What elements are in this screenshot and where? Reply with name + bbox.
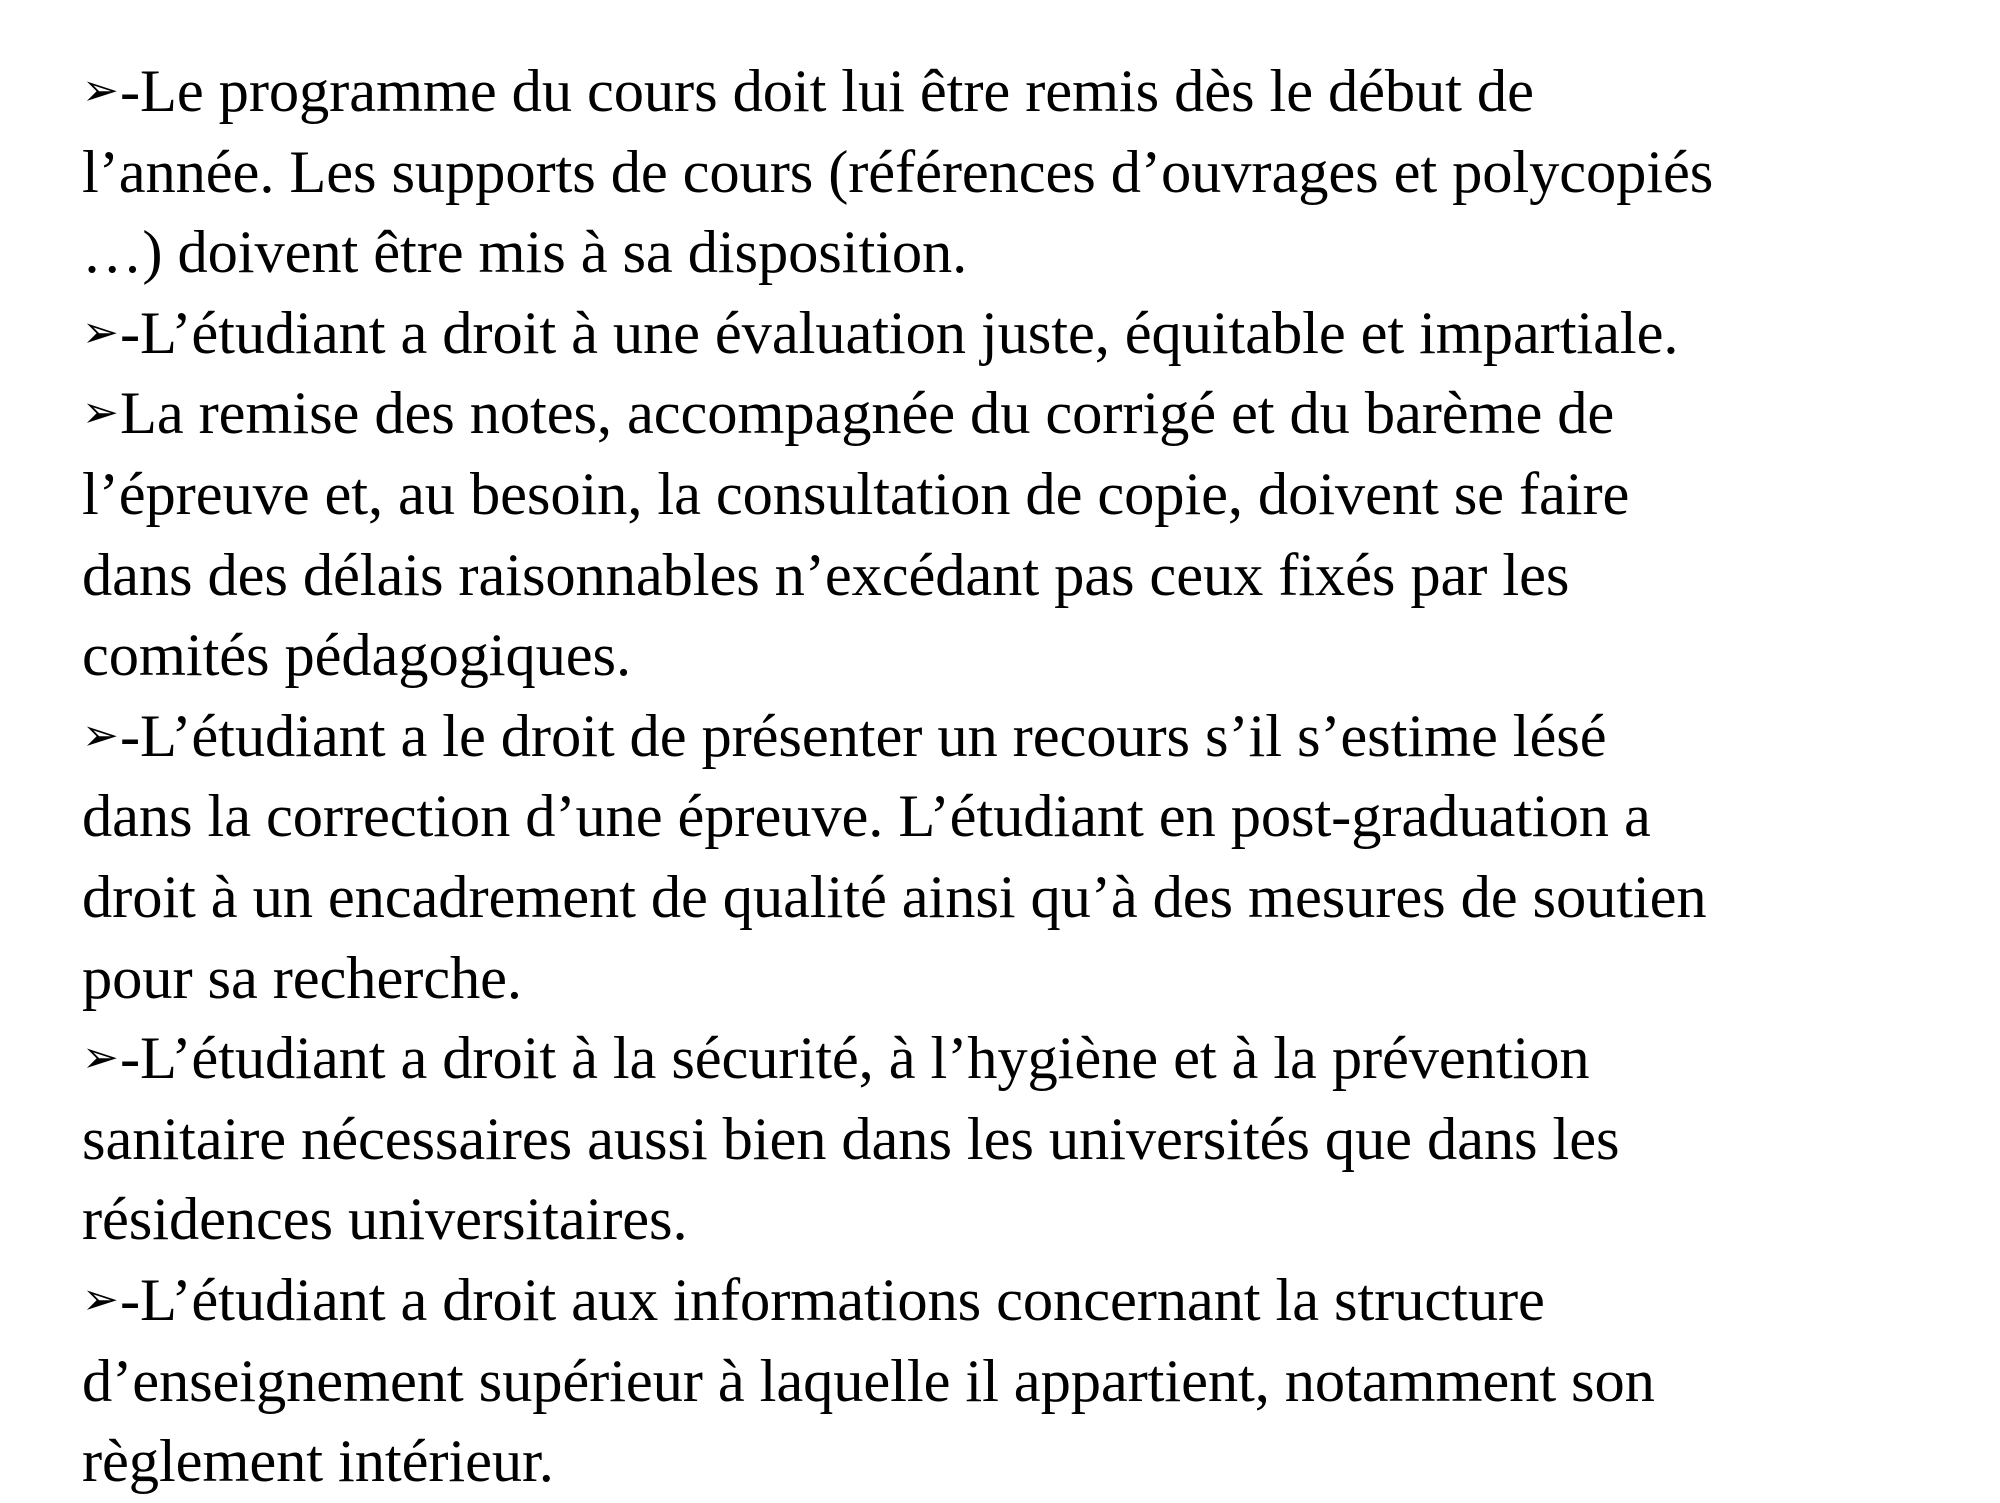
list-item xyxy=(82,52,1982,294)
text-line: dans des délais raisonnables n’excédant pas ceux fixés par les xyxy=(82,541,1570,609)
text-line xyxy=(82,1019,1982,1100)
text-line: pour sa recherche. xyxy=(82,944,522,1012)
arrow-bullet-icon: ➢ xyxy=(82,306,119,358)
text-line xyxy=(82,697,1982,778)
text-line: résidences universitaires. xyxy=(82,1186,688,1254)
list-item xyxy=(82,1261,1982,1503)
arrow-bullet-icon: ➢ xyxy=(82,1273,119,1325)
text-line: …) doivent être mis à sa disposition. xyxy=(82,219,968,287)
text-line-content: -L’étudiant a droit à la sécurité, à l’hygiène et à la prévention xyxy=(120,1025,1590,1093)
arrow-bullet-icon: ➢ xyxy=(82,387,119,439)
text-line: d’enseignement supérieur à laquelle il appartient, notamment son xyxy=(82,1347,1655,1415)
text-line: l’épreuve et, au besoin, la consultation de copie, doivent se faire xyxy=(82,460,1630,528)
text-line-content: -L’étudiant a le droit de présenter un recours s’il s’estime lésé xyxy=(120,702,1607,770)
text-line-content: -L’étudiant a droit aux informations concernant la structure xyxy=(120,1266,1545,1334)
list-item xyxy=(82,697,1982,1019)
text-line: dans la correction d’une épreuve. L’étudiant en post-graduation a xyxy=(82,783,1651,851)
text-line xyxy=(82,374,1982,455)
arrow-bullet-icon: ➢ xyxy=(82,709,119,761)
text-line-content: -L’étudiant a droit à une évaluation juste, équitable et impartiale. xyxy=(120,299,1679,367)
text-line: droit à un encadrement de qualité ainsi qu’à des mesures de soutien xyxy=(82,863,1707,931)
text-line-content: La remise des notes, accompagnée du corrigé et du barème de xyxy=(120,380,1615,448)
text-line xyxy=(82,52,1982,133)
text-line xyxy=(82,1261,1982,1342)
list-item xyxy=(82,294,1982,375)
list-item xyxy=(82,1019,1982,1261)
document-page xyxy=(82,52,1982,1503)
arrow-bullet-icon: ➢ xyxy=(82,1032,119,1084)
text-line: comités pédagogiques. xyxy=(82,622,631,690)
text-line: l’année. Les supports de cours (références d’ouvrages et polycopiés xyxy=(82,138,1714,206)
text-line xyxy=(82,294,1982,375)
text-line: sanitaire nécessaires aussi bien dans les universités que dans les xyxy=(82,1105,1620,1173)
arrow-bullet-icon: ➢ xyxy=(82,65,119,116)
list-item xyxy=(82,374,1982,696)
text-line-content: -Le programme du cours doit lui être remis dès le début de xyxy=(120,58,1534,125)
text-line: règlement intérieur. xyxy=(82,1428,554,1496)
